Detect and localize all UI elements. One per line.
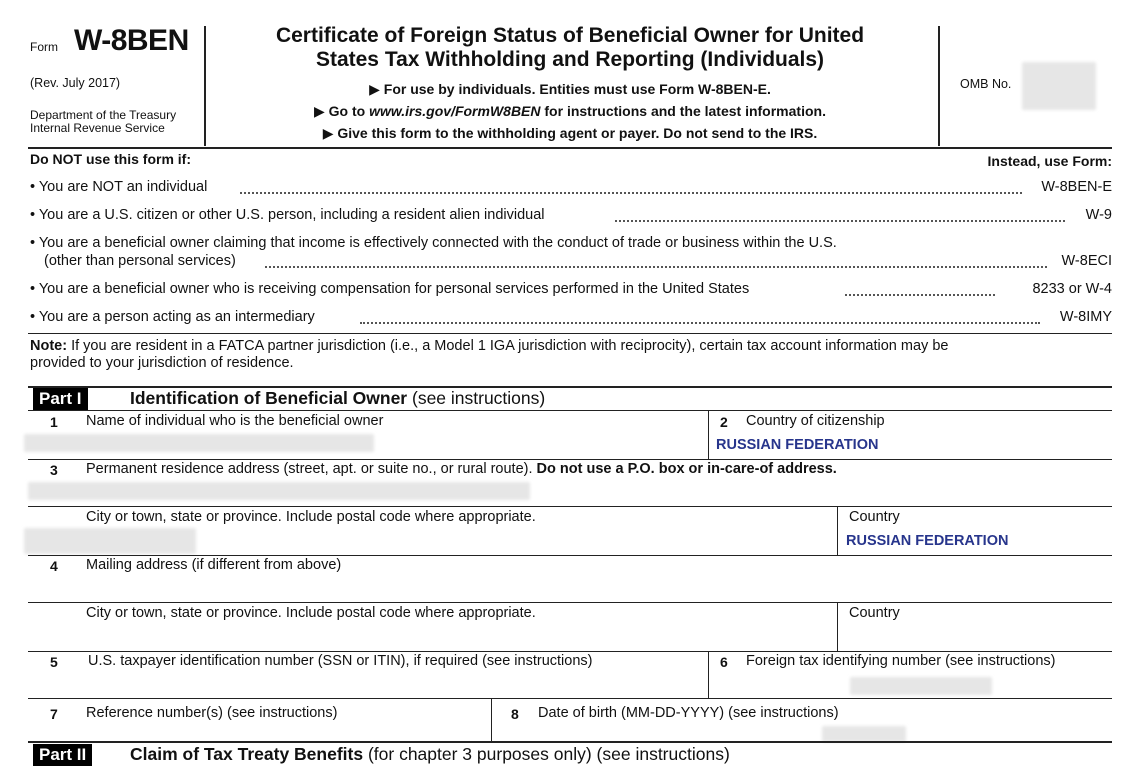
instead-heading: Instead, use Form: <box>987 153 1112 169</box>
line5-number: 5 <box>50 654 58 670</box>
line4-number: 4 <box>50 558 58 574</box>
line1-number: 1 <box>50 414 58 430</box>
line3-label: Permanent residence address (street, apt. or suite no., or rural route). Do not use a P.O. box or in-care-of address. <box>86 461 837 477</box>
fatca-note: Note: If you are resident in a FATCA partner jurisdiction (i.e., a Model 1 IGA jurisdiction with reciprocity), certain tax account information may be provided to your jurisdiction of residence. <box>30 338 949 371</box>
part2-title: Claim of Tax Treaty Benefits (for chapter 3 purposes only) (see instructions) <box>130 744 730 764</box>
form-title-line2: States Tax Withholding and Reporting (Individuals) <box>315 48 825 71</box>
city-field[interactable] <box>24 528 196 554</box>
line1-label: Name of individual who is the beneficial owner <box>86 413 384 429</box>
line4-label: Mailing address (if different from above) <box>86 557 342 573</box>
omb-label: OMB No. <box>960 77 1012 91</box>
city2-label: City or town, state or province. Include postal code where appropriate. <box>86 605 536 621</box>
header-instruction-1: ▶ For use by individuals. Entities must use Form W-8BEN-E. <box>369 81 771 97</box>
date-of-birth-field[interactable] <box>822 726 906 742</box>
revision-date: (Rev. July 2017) <box>30 76 121 90</box>
form-number: W-8BEN <box>74 24 189 57</box>
donot-heading: Do NOT use this form if: <box>30 151 191 167</box>
header-instruction-2: ▶ Go to www.irs.gov/FormW8BEN for instructions and the latest information. <box>314 103 826 119</box>
department-line1: Department of the Treasury <box>30 108 177 122</box>
irs-link[interactable]: www.irs.gov/FormW8BEN <box>369 103 541 119</box>
country-label: Country <box>849 509 900 525</box>
line5-label: U.S. taxpayer identification number (SSN or ITIN), if required (see instructions) <box>88 653 593 669</box>
beneficial-owner-name-field[interactable] <box>24 434 374 452</box>
part2-tag: Part II <box>33 744 92 766</box>
instead-form: W-8ECI <box>1061 253 1112 269</box>
department-line2: Internal Revenue Service <box>30 121 165 135</box>
instead-form: W-8IMY <box>1059 309 1112 325</box>
residence-address-field[interactable] <box>28 482 530 500</box>
omb-number-redacted <box>1022 62 1096 110</box>
line7-number: 7 <box>50 706 58 722</box>
line6-number: 6 <box>720 654 728 670</box>
residence-country-field[interactable]: RUSSIAN FEDERATION <box>846 533 1009 549</box>
instead-form: W-9 <box>1085 207 1112 223</box>
city-label: City or town, state or province. Include postal code where appropriate. <box>86 509 536 525</box>
country2-label: Country <box>849 605 900 621</box>
line2-number: 2 <box>720 414 728 430</box>
line6-label: Foreign tax identifying number (see instructions) <box>746 653 1056 669</box>
foreign-tin-field[interactable] <box>850 677 992 695</box>
line7-label: Reference number(s) (see instructions) <box>86 705 338 721</box>
line8-number: 8 <box>511 706 519 722</box>
line3-number: 3 <box>50 462 58 478</box>
header-instruction-3: ▶ Give this form to the withholding agent or payer. Do not send to the IRS. <box>322 125 818 141</box>
line2-label: Country of citizenship <box>746 413 885 429</box>
instead-form: W-8BEN-E <box>1041 179 1112 195</box>
form-title-line1: Certificate of Foreign Status of Beneficial Owner for United <box>275 24 865 47</box>
part1-title: Identification of Beneficial Owner (see instructions) <box>130 388 546 408</box>
mailing-address-field[interactable] <box>28 578 1108 598</box>
instead-form: 8233 or W-4 <box>1032 281 1112 297</box>
part1-tag: Part I <box>33 388 88 410</box>
line8-label: Date of birth (MM-DD-YYYY) (see instructions) <box>538 705 839 721</box>
form-label: Form <box>30 40 58 54</box>
citizenship-country-field[interactable]: RUSSIAN FEDERATION <box>716 437 879 453</box>
